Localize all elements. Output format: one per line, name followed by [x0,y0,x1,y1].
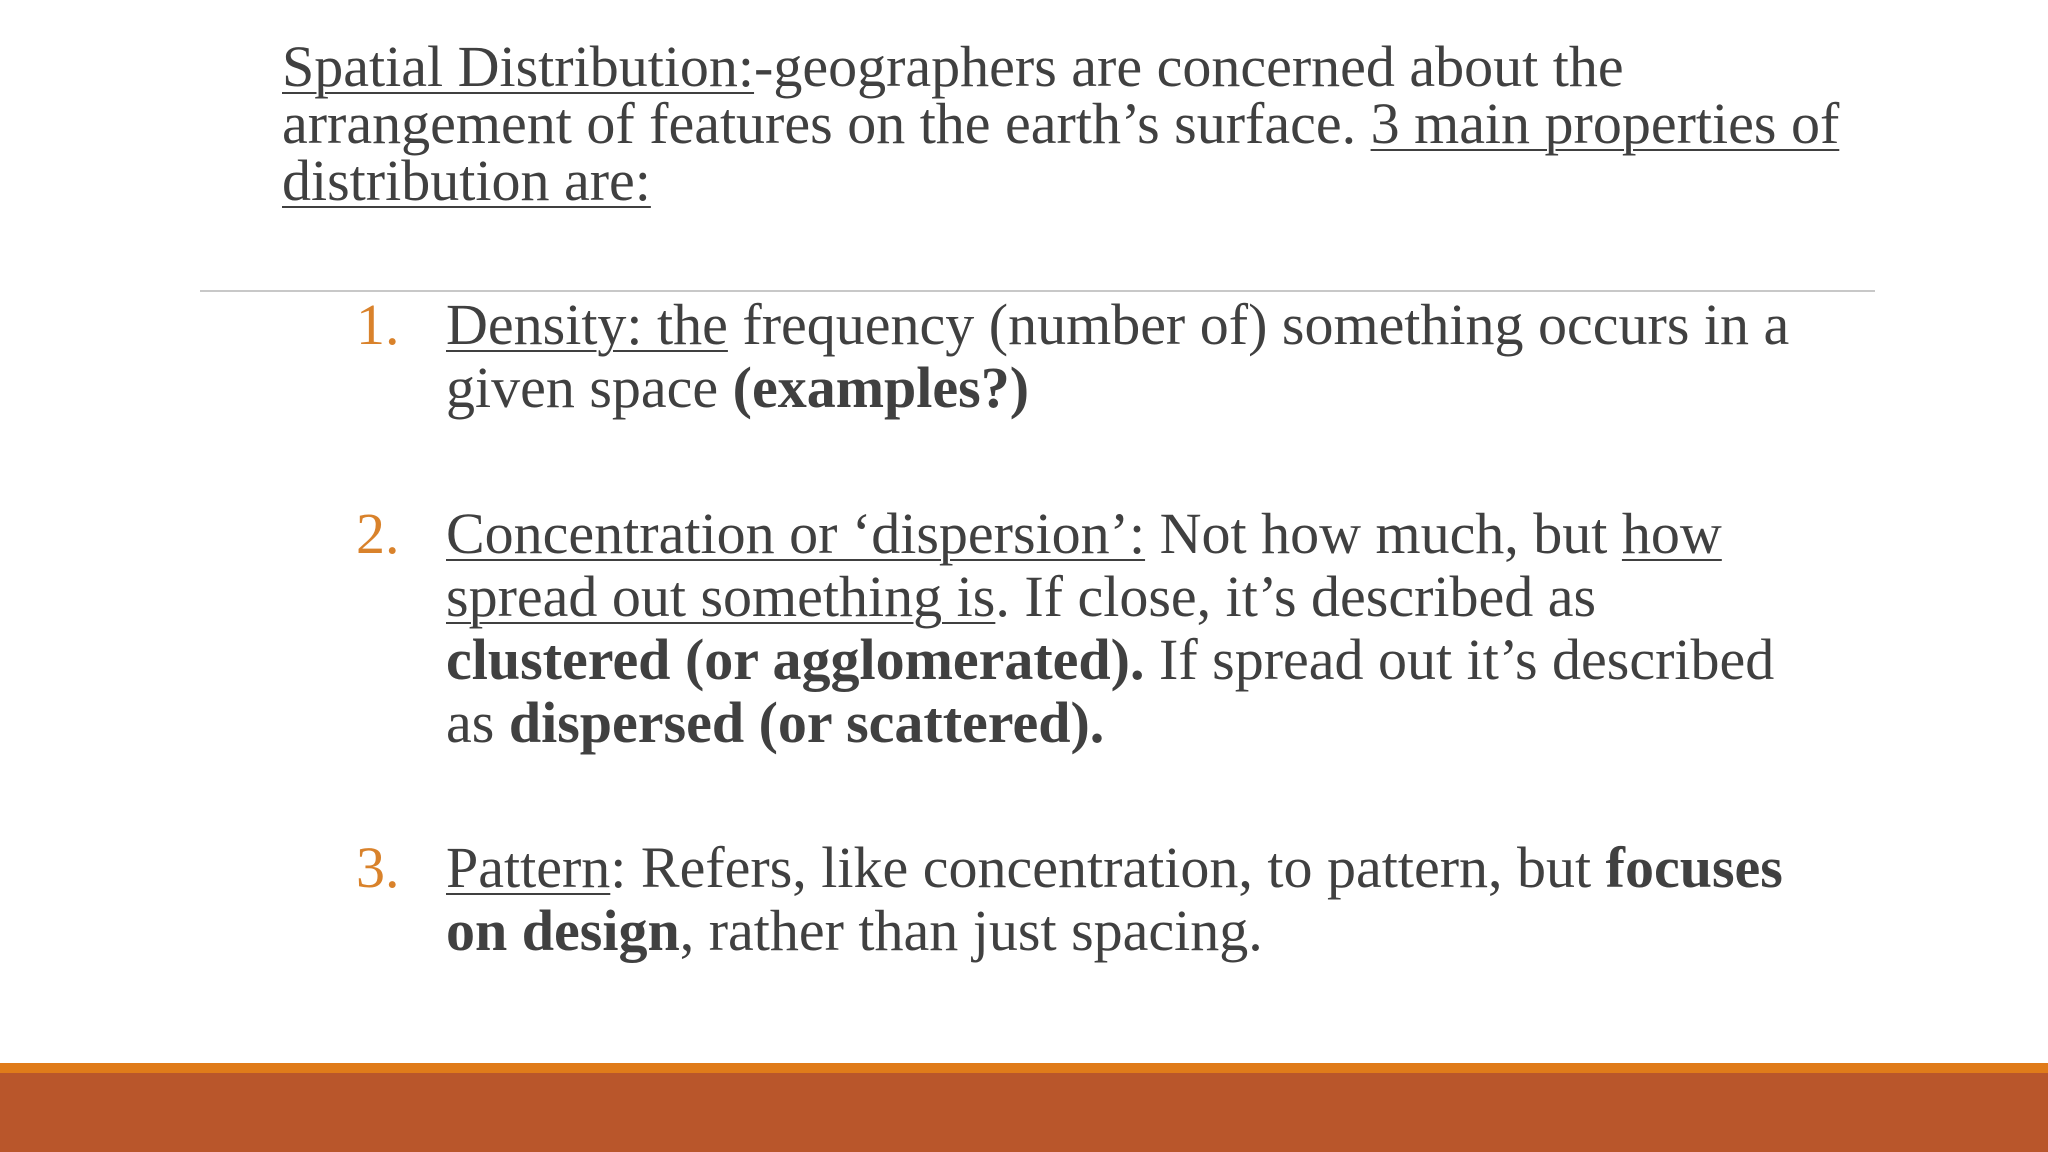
dispersed-term: dispersed (or scattered). [508,690,1105,755]
concentration-text-1: Not how much, but [1145,501,1622,566]
pattern-text-2: , rather than just spacing. [679,898,1263,963]
clustered-term: clustered (or agglomerated). [446,627,1145,692]
list-number: 3. [356,835,400,900]
spatial-distribution-term: Spatial Distribution: [282,34,755,99]
concentration-term: Concentration or ‘dispersion’: [446,501,1146,566]
pattern-term: Pattern [446,835,611,900]
footer-accent-line [0,1063,2048,1073]
properties-intro-text: 3 main properties of distribution are: [282,91,1840,213]
list-number: 1. [356,292,400,357]
pattern-text-1: : Refers, like concentration, to pattern, but [610,835,1606,900]
density-examples: (examples?) [732,355,1030,420]
pattern-design-term: focuses on design [446,835,1783,963]
concentration-text-3: If spread out it’s described as [446,627,1775,755]
slide-title [282,34,1902,213]
list-item-text [446,293,1796,419]
heading-intro-text: -geographers are concerned about the arrangement of features on the earth’s surface. [282,34,1624,156]
density-text: frequency (number of) something occurs in a given space [446,292,1790,420]
list-number: 2. [356,501,400,566]
list-item-text [446,502,1796,754]
concentration-text-2: . If close, it’s described as [995,564,1597,629]
concentration-underlined: how spread out something is [446,501,1722,629]
list-item-text [446,836,1796,962]
footer-band [0,1073,2048,1152]
density-term: Density: the [446,292,728,357]
